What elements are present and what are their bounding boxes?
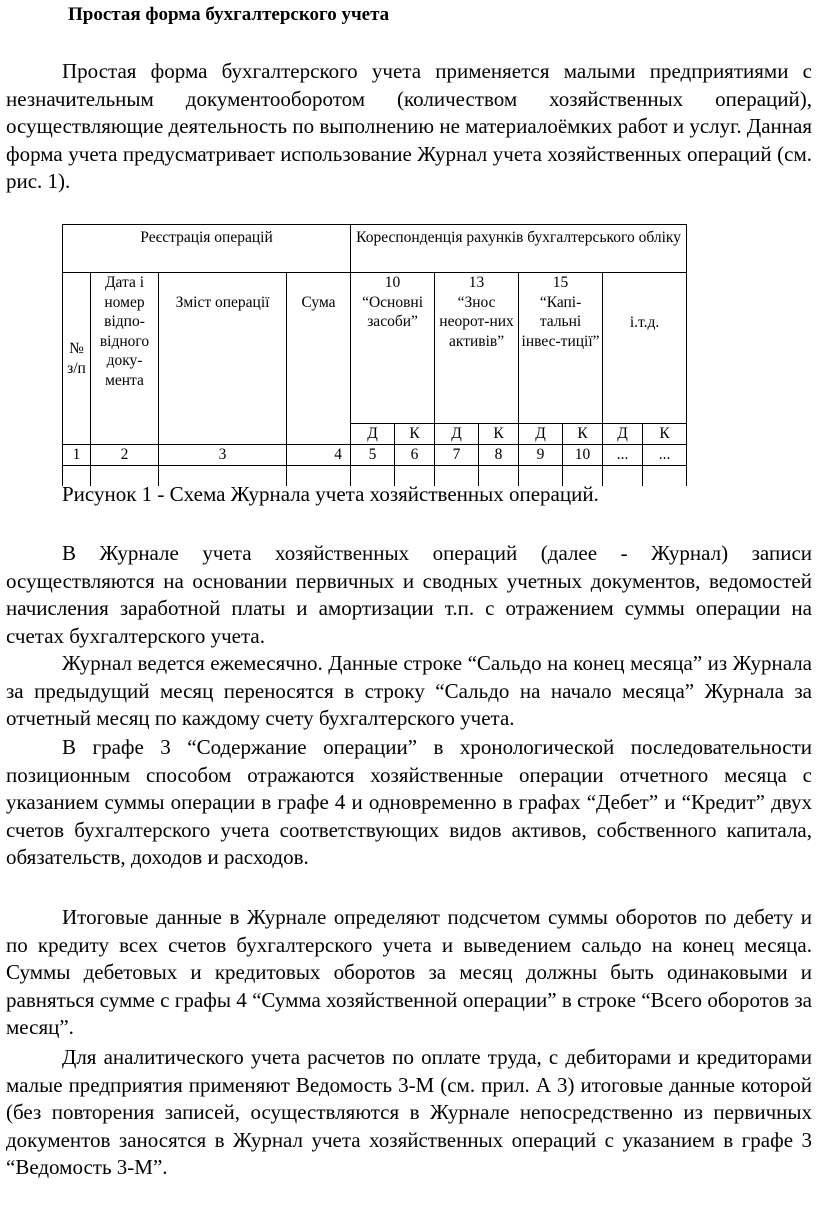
- column-number-cell: 7: [435, 445, 479, 466]
- paragraph-monthly: [6, 650, 812, 733]
- page-title: Простая форма бухгалтерского учета: [68, 4, 390, 25]
- column-number-cell: 3: [159, 445, 287, 466]
- paragraph-column-3: [6, 734, 812, 872]
- col-header-content: [159, 273, 287, 445]
- paragraph-monthly-text: Журнал ведется ежемесячно. Данные строке “Сальдо на конец месяца” из Журнала за предыдущий месяц переносятся в строку “Сальдо на начало месяца” Журнала за отчетный месяц по каждому счету бухгалтерского учета.: [6, 651, 812, 731]
- column-number-cell: 8: [479, 445, 519, 466]
- col-header-account-etc: [603, 273, 687, 424]
- column-number-cell: 9: [519, 445, 563, 466]
- paragraph-journal-entries-text: В Журнале учета хозяйственных операций (далее - Журнал) записи осуществляются на основании первичных и сводных учетных документов, ведомостей начисления заработной платы и амортизации т.п. с отражением суммы операции на счетах бухгалтерского учета.: [6, 541, 812, 648]
- column-number-cell: 6: [395, 445, 435, 466]
- debit-label: Д: [435, 424, 479, 445]
- account-10-code: 10: [384, 274, 401, 291]
- paragraph-totals: [6, 904, 812, 1042]
- account-15-name: “Капі-тальні інвес-тиції”: [521, 293, 600, 350]
- account-15-code: 15: [552, 274, 569, 291]
- account-13-name: “Знос неорот-них активів”: [439, 293, 514, 350]
- col-header-date: Дата і номер відпо-відного доку-мента: [91, 273, 159, 445]
- col-header-account-15: [519, 273, 603, 424]
- col-header-content-text: Зміст операції: [175, 294, 270, 311]
- col-header-account-10: [351, 273, 435, 424]
- paragraph-totals-text: Итоговые данные в Журнале определяют подсчетом суммы оборотов по дебету и по кредиту всех счетов бухгалтерского учета и выведением сальдо на конец месяца. Суммы дебетовых и кредитовых оборотов за месяц должны быть одинаковыми и равняться сумме с графы 4 “Сумма хозяйственной операции” в строке “Всего оборотов за месяц”.: [6, 905, 812, 1040]
- empty-entry-cell: [603, 466, 643, 487]
- paragraph-column-3-text: В графе 3 “Содержание операции” в хронологической последовательности позиционным способом отражаются хозяйственные операции отчетного месяца с указанием суммы операции в графе 4 и одновременно в графах “Дебет” и “Кредит” двух счетов бухгалтерского учета соответствующих видов активов, собственного капитала, обязательств, доходов и расходов.: [6, 735, 812, 870]
- account-etc-text: і.т.д.: [629, 314, 660, 331]
- figure-caption: Рисунок 1 - Схема Журнала учета хозяйственных операций.: [62, 482, 599, 506]
- column-number-cell: ...: [603, 445, 643, 466]
- journal-scheme-figure: [62, 224, 681, 464]
- paragraph-analytics: [6, 1044, 812, 1182]
- account-10-name: “Основні засоби”: [362, 293, 423, 330]
- empty-entry-cell: [643, 466, 687, 487]
- account-13-code: 13: [468, 274, 485, 291]
- column-number-cell: 4: [287, 445, 351, 466]
- credit-label: К: [395, 424, 435, 445]
- paragraph-journal-entries: [6, 540, 812, 650]
- debit-label: Д: [519, 424, 563, 445]
- paragraph-intro: [6, 58, 812, 196]
- col-header-sum-text: Сума: [301, 294, 336, 311]
- credit-label: К: [563, 424, 603, 445]
- col-header-account-13: [435, 273, 519, 424]
- paragraph-intro-text: Простая форма бухгалтерского учета применяется малыми предприятиями с незначительным документооборотом (количеством хозяйственных операций), осуществляющие деятельность по выполнению не материалоёмких работ и услуг. Данная форма учета предусматривает использование Журнал учета хозяйственных операций (см. рис. 1).: [6, 59, 812, 194]
- col-header-sum: [287, 273, 351, 445]
- group-header-registration: Реєстрація операцій: [63, 225, 351, 273]
- col-header-number: № з/п: [63, 273, 91, 445]
- column-number-cell: 2: [91, 445, 159, 466]
- column-number-cell: 10: [563, 445, 603, 466]
- paragraph-analytics-text: Для аналитического учета расчетов по оплате труда, с дебиторами и кредиторами малые предприятия применяют Ведомость 3-М (см. прил. А 3) итоговые данные которой (без повторения записей, осуществляются в Журнале непосредственно из первичных документов заносятся в Журнал учета хозяйственных операций с указанием в графе 3 “Ведомость 3-М”.: [6, 1045, 812, 1180]
- debit-label: Д: [603, 424, 643, 445]
- group-header-correspondence: Кореспонденція рахунків бухгалтерського обліку: [351, 225, 687, 273]
- column-number-cell: ...: [643, 445, 687, 466]
- column-number-cell: 1: [63, 445, 91, 466]
- credit-label: К: [643, 424, 687, 445]
- column-number-cell: 5: [351, 445, 395, 466]
- journal-scheme-table: [62, 224, 687, 486]
- debit-label: Д: [351, 424, 395, 445]
- credit-label: К: [479, 424, 519, 445]
